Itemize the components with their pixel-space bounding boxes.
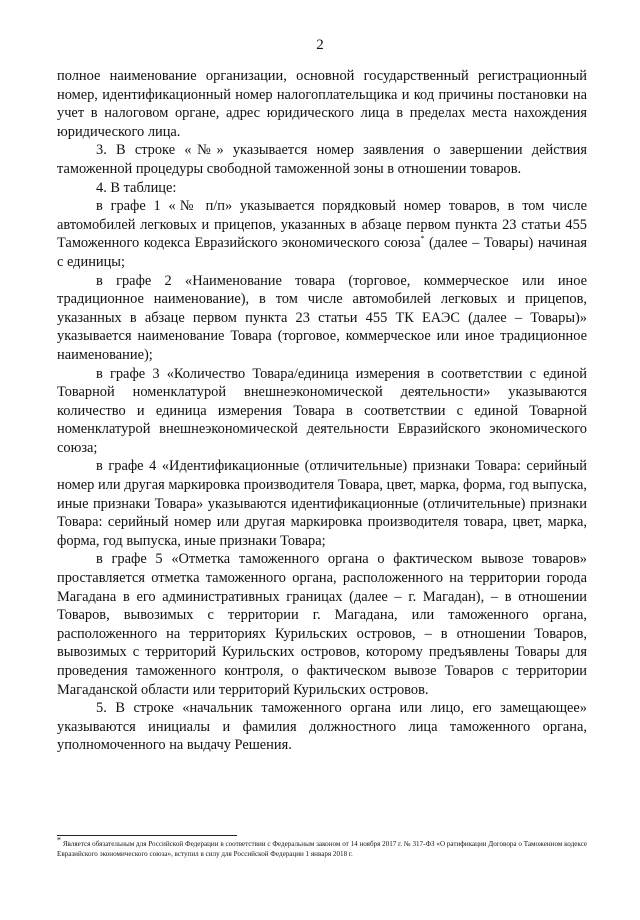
footnote-separator bbox=[57, 835, 237, 836]
paragraph-item-5: 5. В строке «начальник таможенного органа или лицо, его замещающее» указываются инициалы и фамилия должностного лица таможенного органа, уполномоченного на выдачу Решения. bbox=[57, 700, 587, 754]
paragraph-column-1-continuation: (далее – Товары) начиная с единицы; bbox=[57, 235, 587, 270]
paragraph-column-1-text: в графе 1 «№ п/п» указывается порядковый номер товаров, в том числе автомобилей легковых и прицепов, указанных в абзаце первом пункта 23 статьи 455 Таможенного кодекса Евразийского экономического союза bbox=[57, 198, 587, 252]
paragraph-org-details: полное наименование организации, основной государственный регистрационный номер, идентификационный номер налогоплательщика и код причины постановки на учет в налоговом органе, адрес юридического лица в пределах места нахождения юридического лица. bbox=[57, 68, 587, 140]
document-body bbox=[57, 67, 587, 755]
paragraph-item-3: 3. В строке «№» указывается номер заявления о завершении действия таможенной процедуры свободной таможенной зоны в отношении товаров. bbox=[57, 142, 587, 177]
paragraph-column-3: в графе 3 «Количество Товара/единица измерения в соответствии с единой Товарной номенклатурой внешнеэкономической деятельности» указываются количество и единица измерения Товара в соответствии с единой Товарной номенклатурой внешнеэкономической деятельности Евразийского экономического союза; bbox=[57, 365, 587, 456]
paragraph-column-1 bbox=[57, 197, 587, 271]
paragraph-item-4: 4. В таблице: bbox=[96, 179, 177, 196]
paragraph-column-5: в графе 5 «Отметка таможенного органа о фактическом вывозе товаров» проставляется отметка таможенного органа, расположенного на территории города Магадана в его административных границах (далее – г. Магадан), – в отношении Товаров, вывозимых с территории г. Магадана, или таможенного органа, расположенного на территориях Курильских островов, – в отношении Товаров, вывозимых с территорий Курильских островов, которому предъявлены Товары для проведения таможенного контроля, о фактическом вывозе Товаров с территории Магаданской области или территорий Курильских островов. bbox=[57, 551, 587, 698]
footnote-text: Является обязательным для Российской Федерации в соответствии с Федеральным законом от 14 ноября 2017 г. № 317-ФЗ «О ратификации Договора о Таможенном кодексе Евразийского экономического союза», вступил в силу для Российской Федерации 1 января 2018 г. bbox=[57, 840, 587, 858]
paragraph-column-4: в графе 4 «Идентификационные (отличительные) признаки Товара: серийный номер или другая маркировка производителя Товара, цвет, марка, форма, год выпуска, иные признаки Товара» указываются идентификационные (отличительные) признаки Товара: серийный номер или другая маркировка производителя товара, цвет, марка, форма, год выпуска, иные признаки Товара; bbox=[57, 458, 587, 549]
paragraph-column-2: в графе 2 «Наименование товара (торговое, коммерческое или иное традиционное наименование), в том числе автомобилей легковых и прицепов, указанных в абзаце первом пункта 23 статьи 455 ТК ЕАЭС (далее – Товары)» указывается наименование Товара (торговое, коммерческое или иное традиционное наименование); bbox=[57, 272, 587, 363]
footnote bbox=[57, 835, 587, 859]
page-number: 2 bbox=[316, 37, 324, 53]
footnote-reference: * bbox=[420, 234, 425, 244]
footnote-marker: * bbox=[57, 835, 61, 845]
